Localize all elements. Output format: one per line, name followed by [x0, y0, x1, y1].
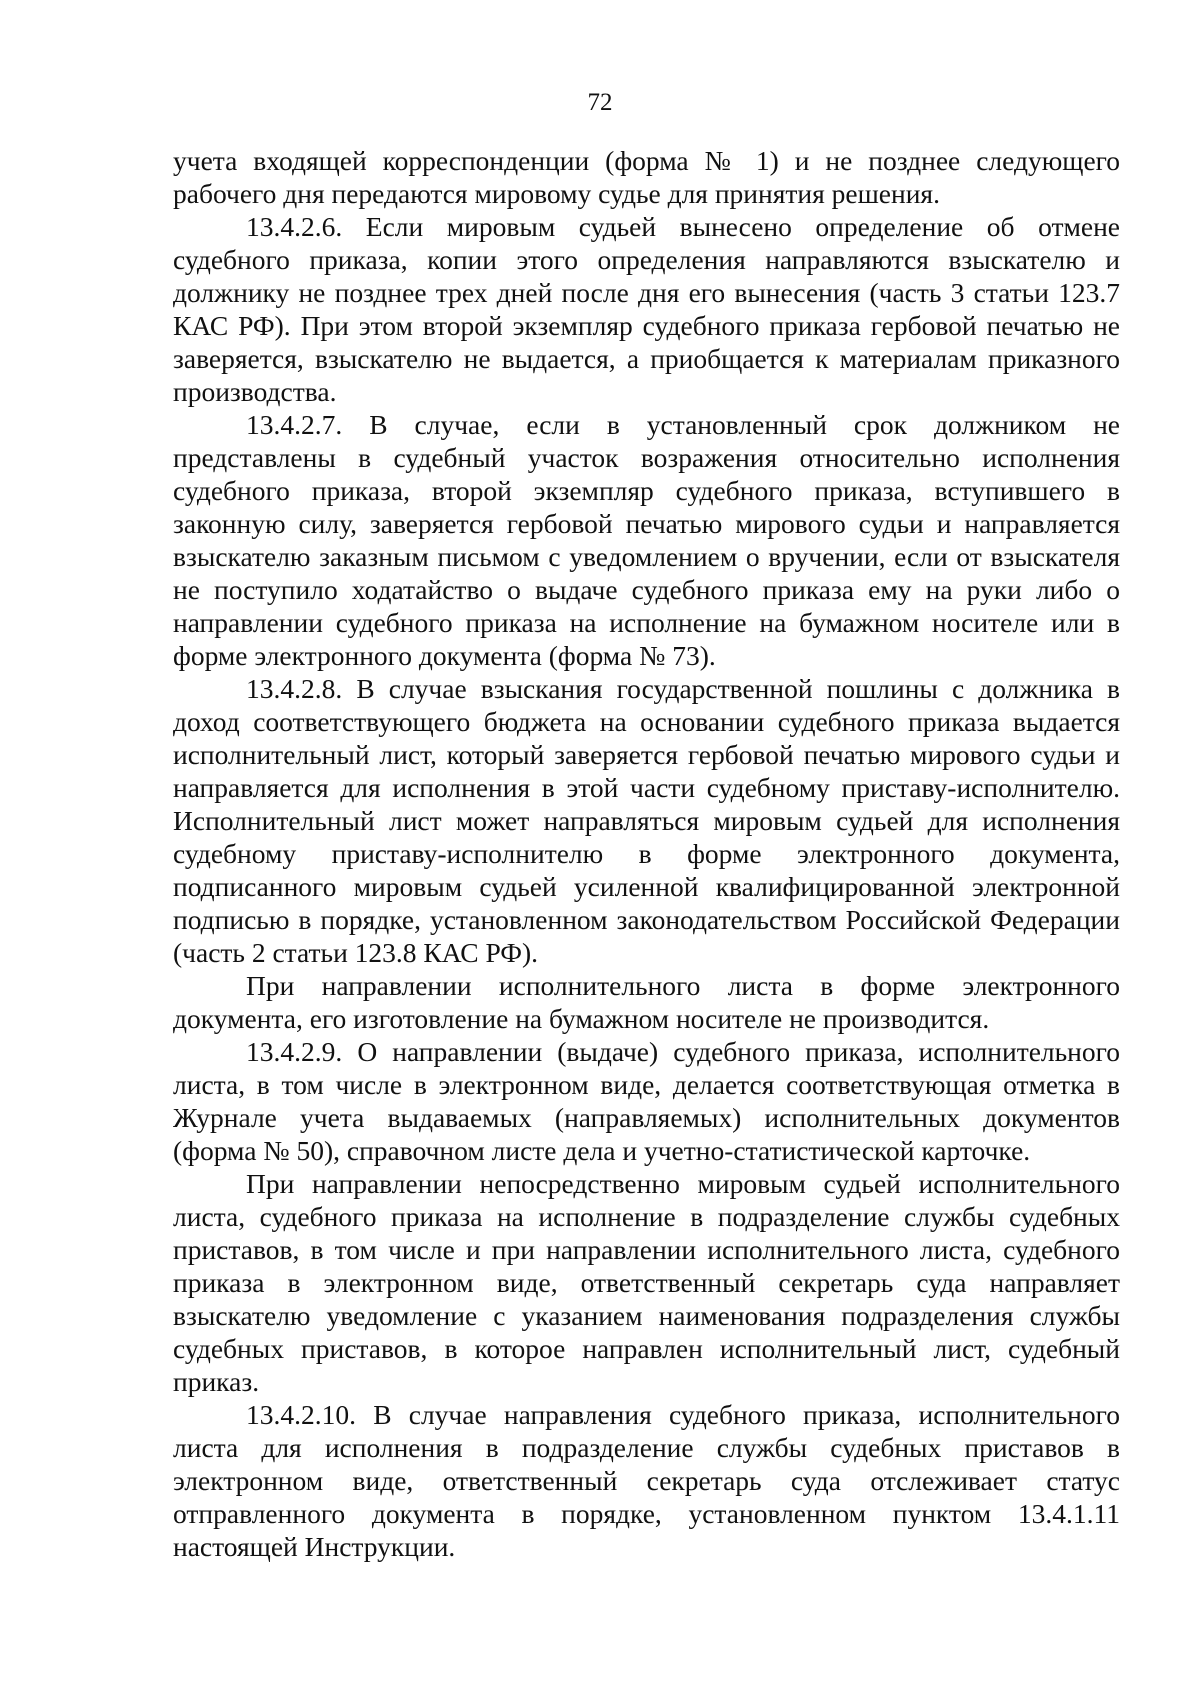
paragraph-13-4-2-9: 13.4.2.9. О направлении (выдаче) судебного приказа, исполнительного листа, в том числе в электронном виде, делается соответствующая отметка в Журнале учета выдаваемых (направляемых) исполнительных документов (форма № 50), справочном листе дела и учетно-статистической карточке.: [173, 1036, 1120, 1166]
paragraph-13-4-2-10: 13.4.2.10. В случае направления судебного приказа, исполнительного листа для исполнения в подразделение службы судебных приставов в электронном виде, ответственный секретарь суда отслеживает статус отправленного документа в порядке, установленном пунктом 13.4.1.11 настоящей Инструкции.: [173, 1399, 1120, 1562]
page-number: 72: [587, 89, 613, 116]
document-body: [173, 144, 1120, 1563]
paragraph-13-4-2-6: 13.4.2.6. Если мировым судьей вынесено определение об отмене судебного приказа, копии этого определения направляются взыскателю и должнику не позднее трех дней после дня его вынесения (часть 3 статьи 123.7 КАС РФ). При этом второй экземпляр судебного приказа гербовой печатью не заверяется, взыскателю не выдается, а приобщается к материалам приказного производства.: [173, 211, 1120, 407]
paragraph-direct-sending: При направлении непосредственно мировым судьей исполнительного листа, судебного приказа на исполнение в подразделение службы судебных приставов, в том числе и при направлении исполнительного листа, судебного приказа в электронном виде, ответственный секретарь суда направляет взыскателю уведомление с указанием наименования подразделения службы судебных приставов, в которое направлен исполнительный лист, судебный приказ.: [173, 1168, 1120, 1397]
paragraph-13-4-2-8: 13.4.2.8. В случае взыскания государственной пошлины с должника в доход соответствующего бюджета на основании судебного приказа выдается исполнительный лист, который заверяется гербовой печатью мирового судьи и направляется для исполнения в этой части судебному приставу-исполнителю. Исполнительный лист может направляться мировым судьей для исполнения судебному приставу-исполнителю в форме электронного документа, подписанного мировым судьей усиленной квалифицированной электронной подписью в порядке, установленном законодательством Российской Федерации (часть 2 статьи 123.8 КАС РФ).: [173, 673, 1120, 968]
paragraph-electronic-writ: При направлении исполнительного листа в форме электронного документа, его изготовление на бумажном носителе не производится.: [173, 970, 1120, 1034]
paragraph-continuation: учета входящей корреспонденции (форма № 1) и не позднее следующего рабочего дня передаются мировому судье для принятия решения.: [173, 145, 1120, 209]
paragraph-13-4-2-7: 13.4.2.7. В случае, если в установленный срок должником не представлены в судебный участок возражения относительно исполнения судебного приказа, второй экземпляр судебного приказа, вступившего в законную силу, заверяется гербовой печатью мирового судьи и направляется взыскателю заказным письмом с уведомлением о вручении, если от взыскателя не поступило ходатайство о выдаче судебного приказа ему на руки либо о направлении судебного приказа на исполнение на бумажном носителе или в форме электронного документа (форма № 73).: [173, 409, 1120, 671]
